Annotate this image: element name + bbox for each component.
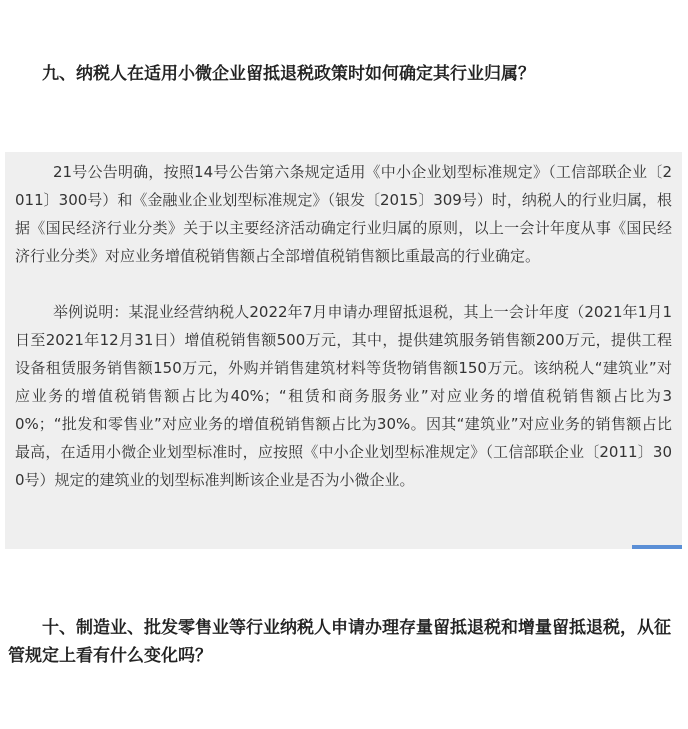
answer-paragraph-2: 举例说明：某混业经营纳税人2022年7月申请办理留抵退税，其上一会计年度（2021年1月1日至2021年12月31日）增值税销售额500万元，其中，提供建筑服务销售额200万元，提供工程设备租赁服务销售额150万元，外购并销售建筑材料等货物销售额150万元。该纳税人“建筑业”对应业务的增值税销售额占比为40%；“租赁和商务服务业”对应业务的增值税销售额占比为30%；“批发和零售业”对应业务的增值税销售额占比为30%。因其“建筑业”对应业务的销售额占比最高，在适用小微企业划型标准时，应按照《中小企业划型标准规定》（工信部联企业〔2011〕300号）规定的建筑业的划型标准判断该企业是否为小微企业。: [15, 303, 672, 489]
section-9-answer-box: [5, 152, 682, 549]
answer-box-accent-line: [632, 545, 682, 549]
section-9-heading: 九、纳税人在适用小微企业留抵退税政策时如何确定其行业归属？: [42, 64, 535, 84]
answer-paragraph-1: 21号公告明确，按照14号公告第六条规定适用《中小企业划型标准规定》（工信部联企业〔2011〕300号）和《金融业企业划型标准规定》（银发〔2015〕309号）时，纳税人的行业归属，根据《国民经济行业分类》关于以主要经济活动确定行业归属的原则，以上一会计年度从事《国民经济行业分类》对应业务增值税销售额占全部增值税销售额比重最高的行业确定。: [15, 163, 672, 265]
section-10-heading: 十、制造业、批发零售业等行业纳税人申请办理存量留抵退税和增量留抵退税，从征管规定上看有什么变化吗？: [8, 618, 671, 666]
